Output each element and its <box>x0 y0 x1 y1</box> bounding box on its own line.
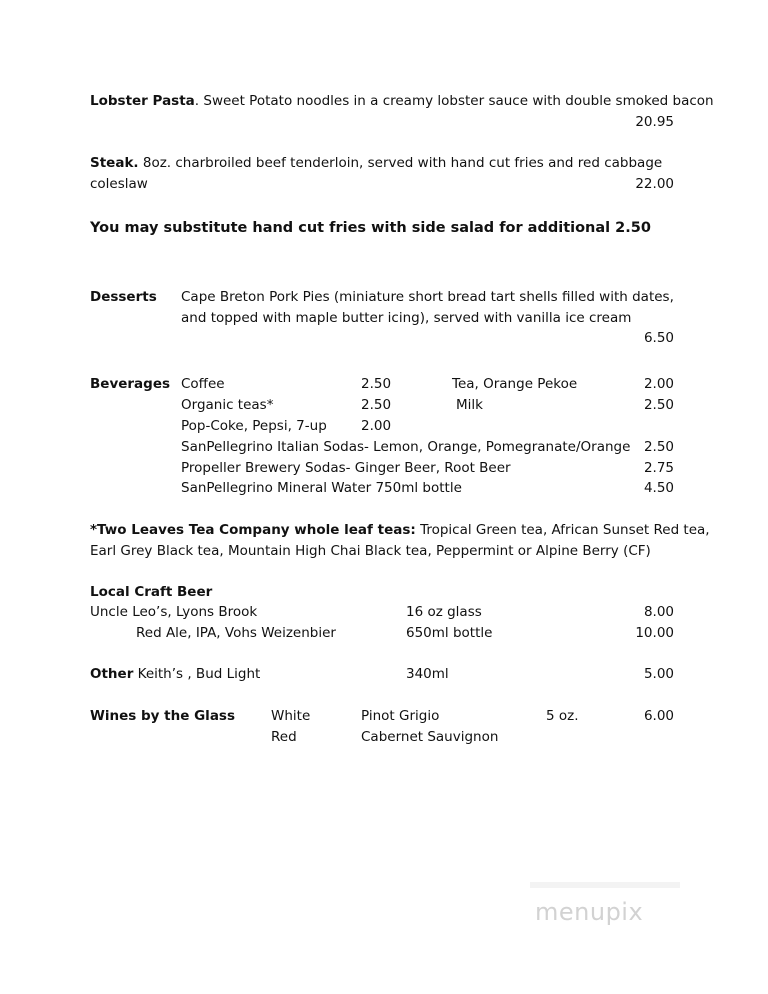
desserts-line2: and topped with maple butter icing), served with vanilla ice cream <box>181 310 632 326</box>
sanpellegrino-sodas-price: 2.50 <box>643 439 674 455</box>
steak-item <box>90 154 662 172</box>
wine-white-type: White <box>271 708 311 724</box>
tea-note-line1 <box>90 521 710 539</box>
mineral-water-label: SanPellegrino Mineral Water 750ml bottle <box>181 480 462 496</box>
tea-note-rest: Tropical Green tea, African Sunset Red tea, <box>415 522 710 538</box>
beer-heading: Local Craft Beer <box>90 584 213 600</box>
wine-white-name: Pinot Grigio <box>361 708 440 724</box>
milk-price: 2.50 <box>643 397 674 413</box>
beer-row1-label: Uncle Leo’s, Lyons Brook <box>90 604 258 620</box>
wine-red-name: Cabernet Sauvignon <box>361 729 499 745</box>
coffee-price: 2.50 <box>361 376 392 392</box>
beer-row2-label: Red Ale, IPA, Vohs Weizenbier <box>136 625 336 641</box>
organic-teas-price: 2.50 <box>361 397 392 413</box>
steak-price: 22.00 <box>635 176 674 192</box>
other-beer-size: 340ml <box>406 666 449 682</box>
propeller-label: Propeller Brewery Sodas- Ginger Beer, Root Beer <box>181 460 511 476</box>
other-beer-label: Keith’s , Bud Light <box>133 666 261 682</box>
steak-desc-line1: 8oz. charbroiled beef tenderloin, served with hand cut fries and red cabbage <box>138 155 663 171</box>
pop-price: 2.00 <box>361 418 392 434</box>
lobster-pasta-item <box>90 92 714 110</box>
wines-heading: Wines by the Glass <box>90 708 235 724</box>
other-beer-item <box>90 665 260 683</box>
beer-row1-size: 16 oz glass <box>406 604 482 620</box>
tea-orange-label: Tea, Orange Pekoe <box>452 376 578 392</box>
watermark-bar <box>530 882 680 888</box>
beer-row1-price: 8.00 <box>643 604 674 620</box>
pop-label: Pop-Coke, Pepsi, 7-up <box>181 418 327 434</box>
desserts-heading: Desserts <box>90 289 157 305</box>
lobster-pasta-price: 20.95 <box>635 114 674 130</box>
sanpellegrino-sodas-label: SanPellegrino Italian Sodas- Lemon, Orange, Pomegranate/Orange <box>181 439 631 455</box>
beer-row2-size: 650ml bottle <box>406 625 493 641</box>
tea-note-bold: *Two Leaves Tea Company whole leaf teas: <box>90 522 416 538</box>
coffee-label: Coffee <box>181 376 225 392</box>
other-beer-price: 5.00 <box>643 666 674 682</box>
lobster-pasta-name: Lobster Pasta <box>90 93 195 109</box>
beer-row2-price: 10.00 <box>635 625 674 641</box>
organic-teas-label: Organic teas* <box>181 397 274 413</box>
mineral-water-price: 4.50 <box>643 480 674 496</box>
other-beer-bold: Other <box>90 666 134 682</box>
beverages-heading: Beverages <box>90 376 171 392</box>
steak-name: Steak. <box>90 155 139 171</box>
desserts-price: 6.50 <box>643 330 674 346</box>
tea-orange-price: 2.00 <box>643 376 674 392</box>
lobster-pasta-desc: . Sweet Potato noodles in a creamy lobster sauce with double smoked bacon <box>194 93 714 109</box>
milk-label: Milk <box>456 397 483 413</box>
steak-desc-line2: coleslaw <box>90 176 148 192</box>
propeller-price: 2.75 <box>643 460 674 476</box>
tea-note-line2: Earl Grey Black tea, Mountain High Chai Black tea, Peppermint or Alpine Berry (CF) <box>90 543 651 559</box>
substitute-note: You may substitute hand cut fries with side salad for additional 2.50 <box>90 220 651 236</box>
wine-white-size: 5 oz. <box>546 708 579 724</box>
wine-white-price: 6.00 <box>643 708 674 724</box>
desserts-line1: Cape Breton Pork Pies (miniature short bread tart shells filled with dates, <box>181 289 674 305</box>
menupix-watermark: menupix <box>535 898 644 926</box>
wine-red-type: Red <box>271 729 297 745</box>
